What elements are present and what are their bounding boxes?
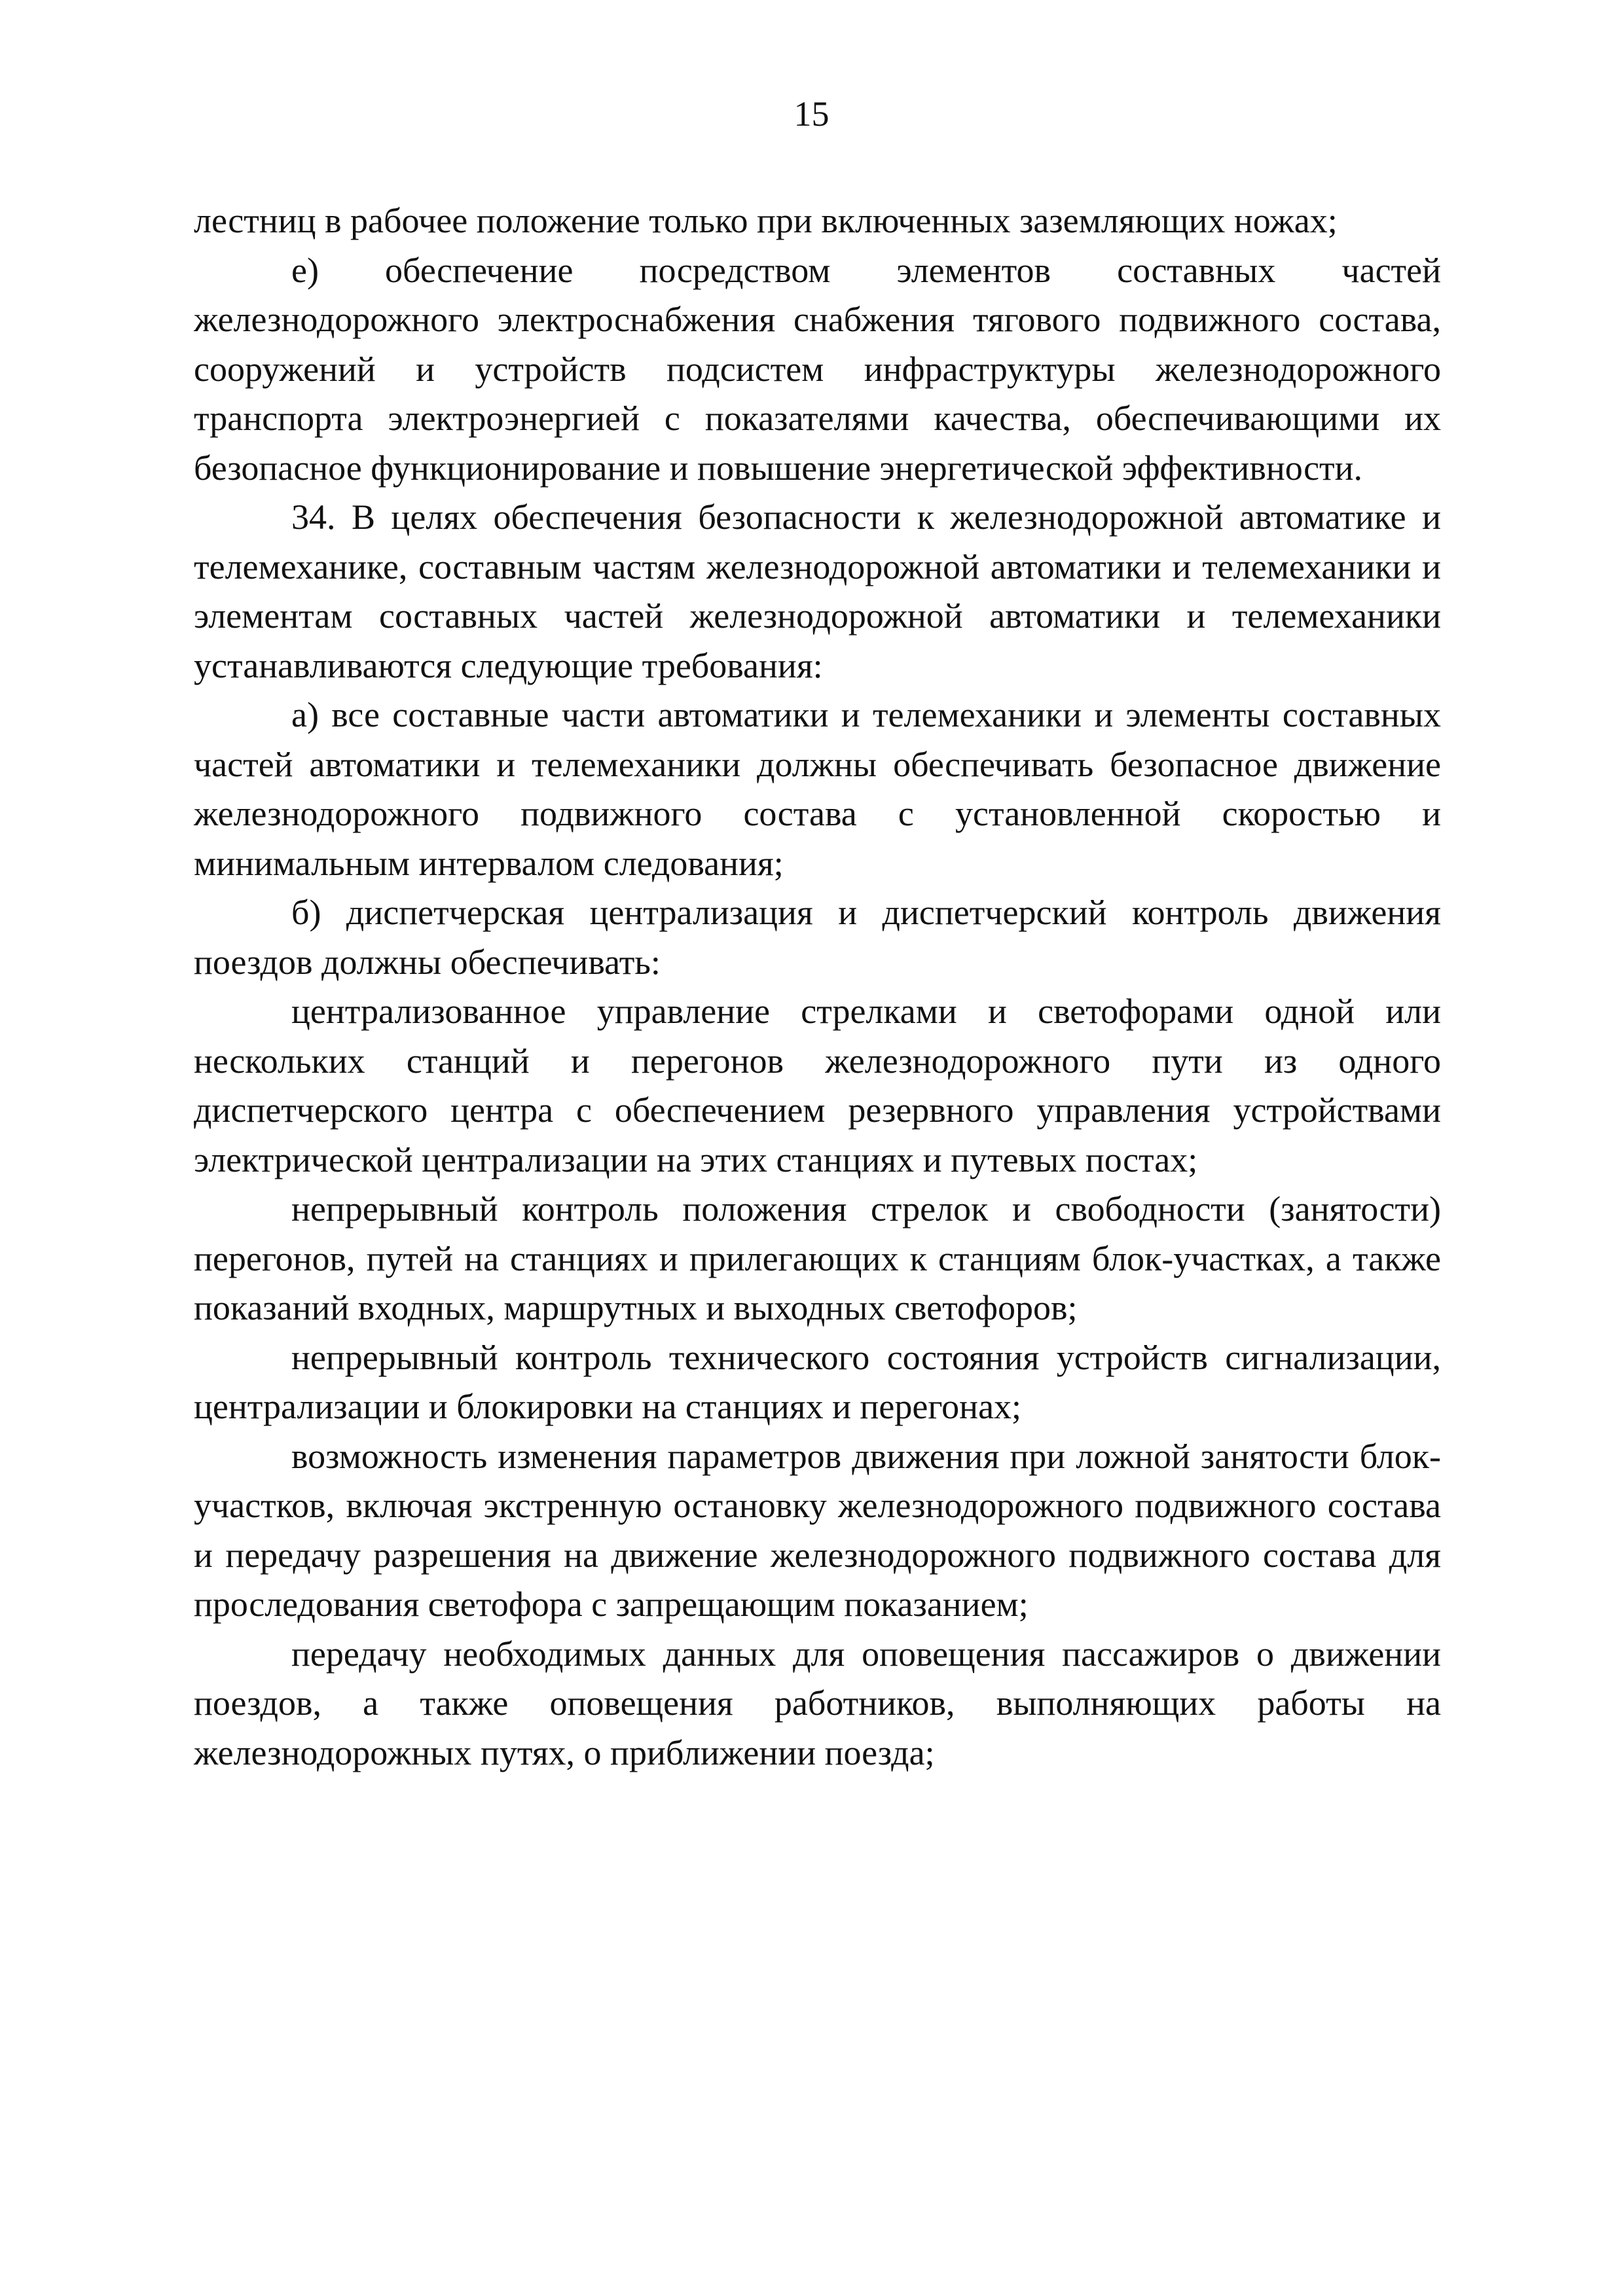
document-body — [194, 196, 1441, 1778]
paragraph-10: передачу необходимых данных для оповещения пассажиров о движении поездов, а также оповещения работников, выполняющих работы на железнодорожных путях, о приближении поезда; — [194, 1634, 1441, 1772]
paragraph-6: централизованное управление стрелками и светофорами одной или нескольких станций и перегонов железнодорожного пути из одного диспетчерского центра с обеспечением резервного управления устройствами электрической централизации на этих станциях и путевых постах; — [194, 992, 1441, 1179]
paragraph-7: непрерывный контроль положения стрелок и свободности (занятости) перегонов, путей на станциях и прилегающих к станциям блок-участках, а также показаний входных, маршрутных и выходных светофоров; — [194, 1189, 1441, 1327]
page-number: 15 — [793, 94, 830, 134]
paragraph-4: а) все составные части автоматики и телемеханики и элементы составных частей автоматики и телемеханики должны обеспечивать безопасное движение железнодорожного подвижного состава с установленной скоростью и минимальным интервалом следования; — [194, 695, 1441, 883]
paragraph-5: б) диспетчерская централизация и диспетчерский контроль движения поездов должны обеспечивать: — [194, 893, 1441, 982]
paragraph-2: е) обеспечение посредством элементов составных частей железнодорожного электроснабжения снабжения тягового подвижного состава, сооружений и устройств подсистем инфраструктуры железнодорожного транспорта электроэнергией с показателями качества, обеспечивающими их безопасное функционирование и повышение энергетической эффективности. — [194, 250, 1441, 488]
paragraph-3: 34. В целях обеспечения безопасности к железнодорожной автоматике и телемеханике, составным частям железнодорожной автоматики и телемеханики и элементам составных частей железнодорожной автоматики и телемеханики устанавливаются следующие требования: — [194, 497, 1441, 685]
paragraph-1: лестниц в рабочее положение только при включенных заземляющих ножах; — [194, 201, 1338, 240]
paragraph-9: возможность изменения параметров движения при ложной занятости блок-участков, включая экстренную остановку железнодорожного подвижного состава и передачу разрешения на движение железнодорожного подвижного состава для проследования светофора с запрещающим показанием; — [194, 1436, 1441, 1624]
paragraph-8: непрерывный контроль технического состояния устройств сигнализации, централизации и блокировки на станциях и перегонах; — [194, 1337, 1441, 1426]
